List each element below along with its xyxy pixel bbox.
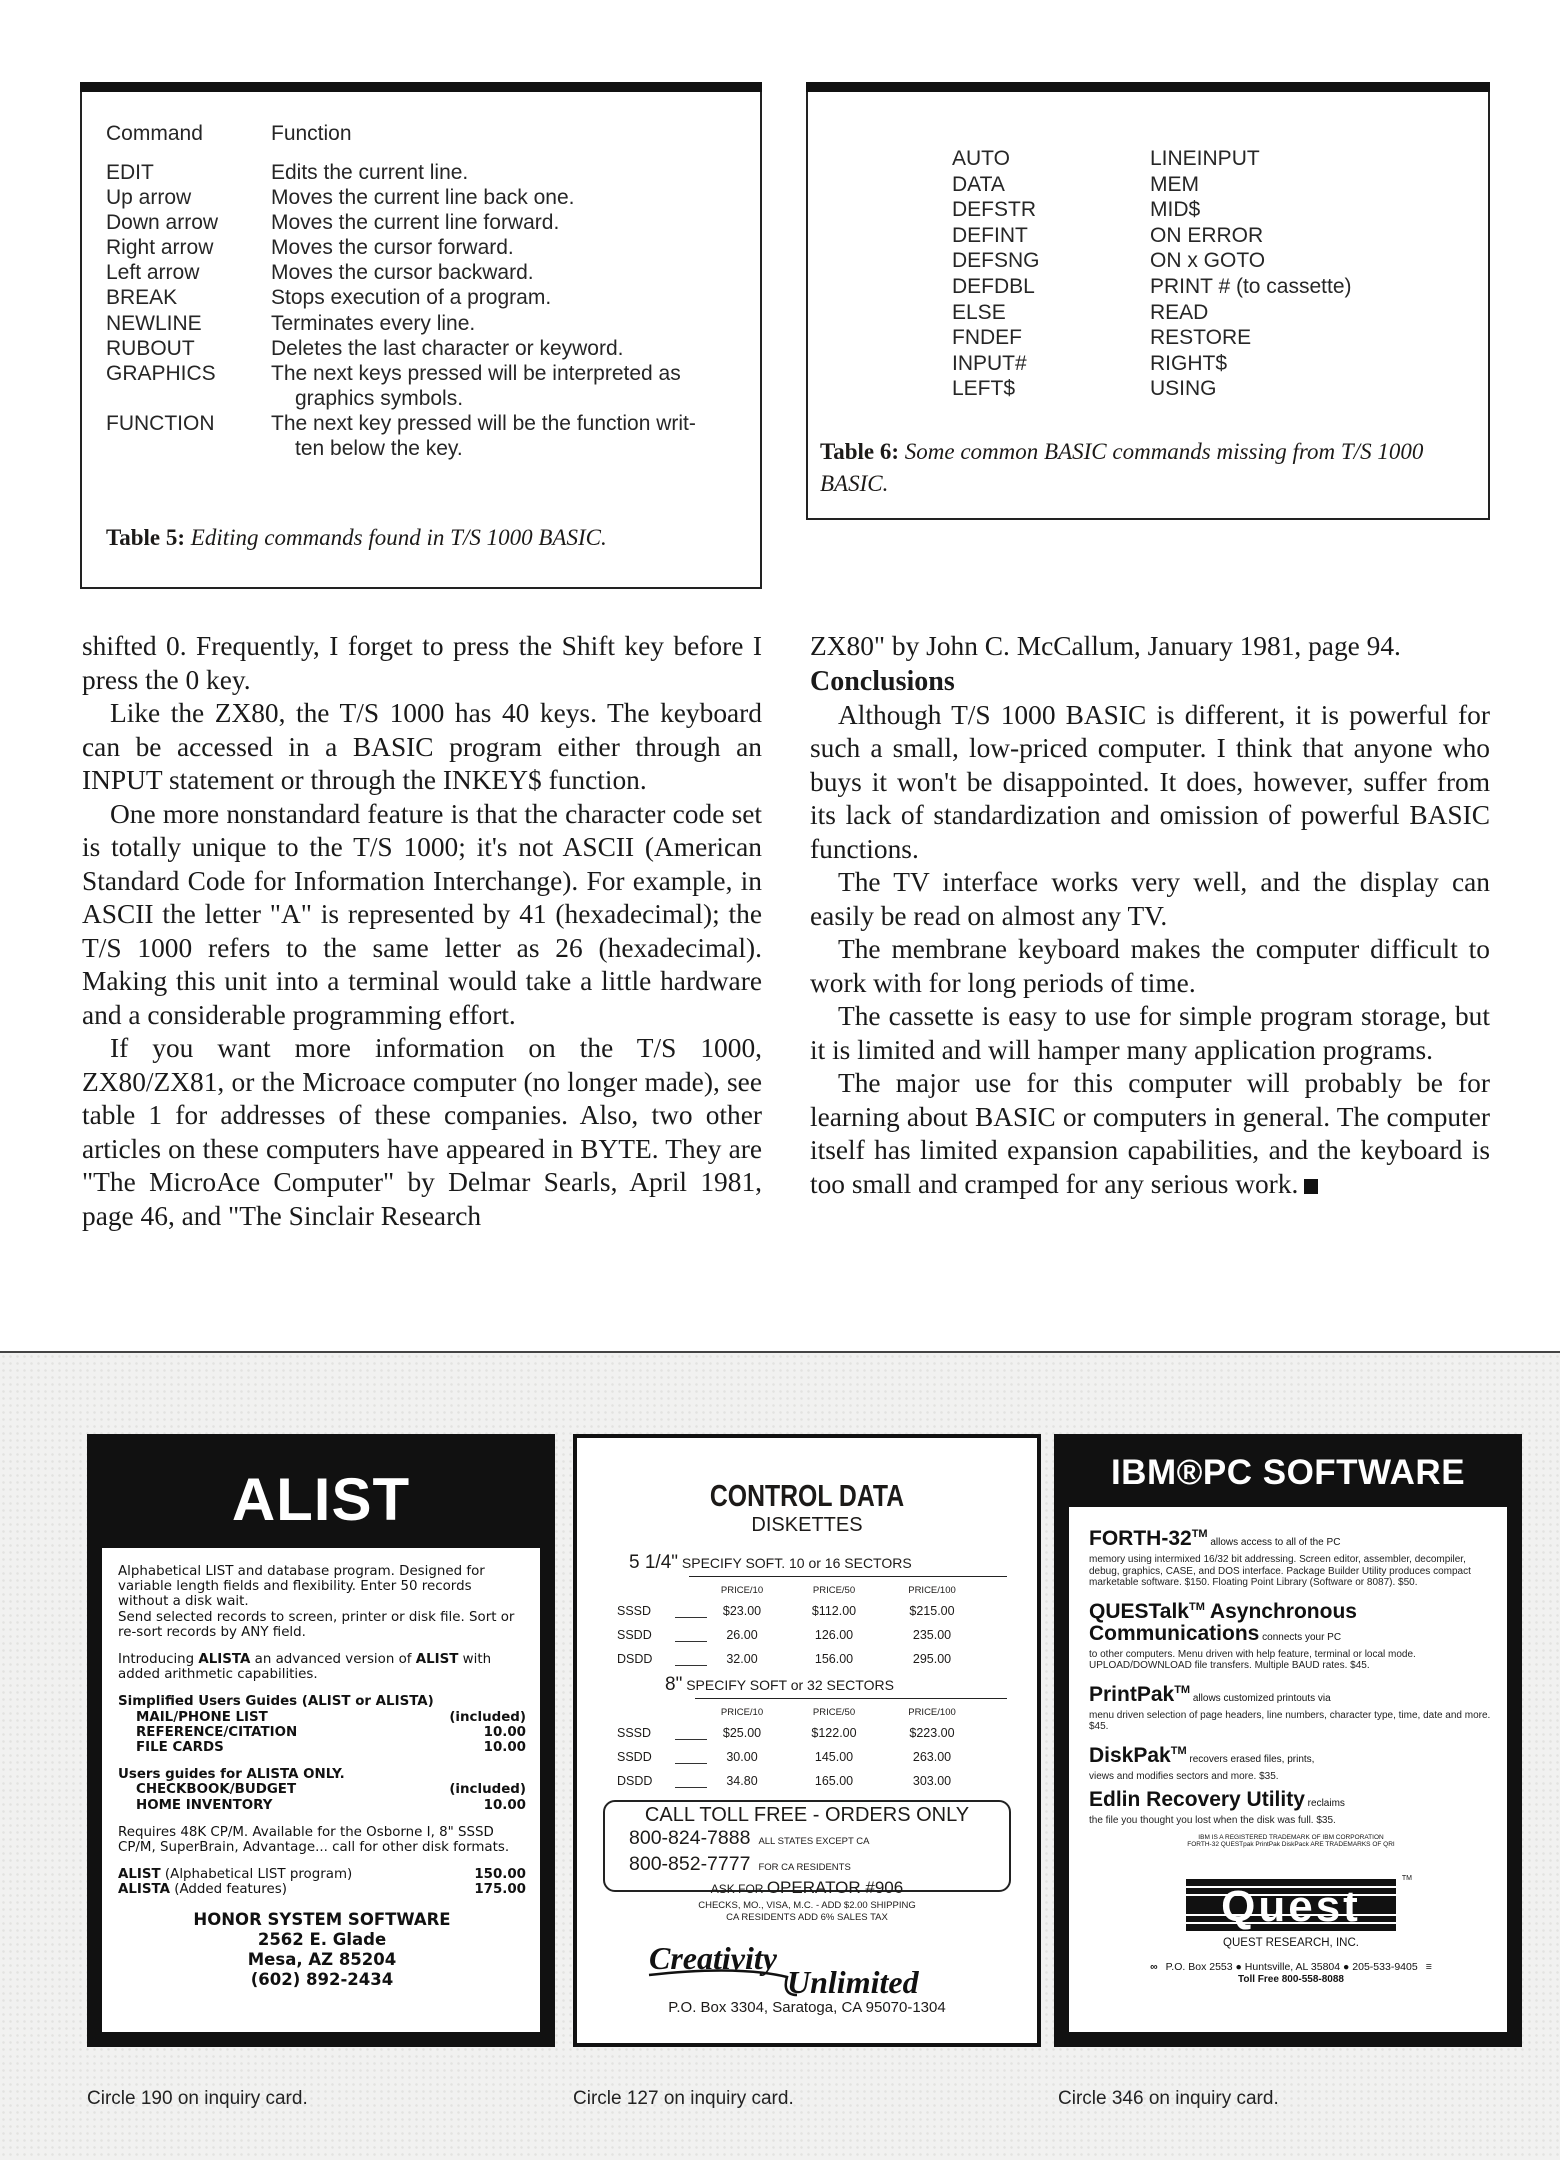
item-price: 10.00 xyxy=(483,1740,526,1756)
function-cell xyxy=(271,411,740,462)
logo-word-1: Creativity xyxy=(649,1940,777,1976)
control-data-ad[interactable] xyxy=(573,1434,1041,2047)
price-50: $112.00 xyxy=(811,1604,857,1618)
price-row xyxy=(118,1882,526,1897)
operator-line xyxy=(605,1879,1009,1898)
product-list xyxy=(1089,1523,1493,1827)
infinity-icon: ∞ xyxy=(1150,1960,1158,1973)
product-description: to other computers. Menu driven with help feature, terminal or local mode. UPLOAD/DOWNLOAD file transfers. Multiple BAUD rates. $45. xyxy=(1089,1648,1416,1671)
item-label: FILE CARDS xyxy=(136,1740,224,1756)
function-text: The next keys pressed will be interpreted as xyxy=(271,362,681,385)
table-5-top-rule xyxy=(80,82,762,92)
price-100: 235.00 xyxy=(912,1628,952,1642)
price-row xyxy=(617,1652,1007,1676)
quest-toll-free: Toll Free 800-558-8088 xyxy=(1238,1973,1344,1985)
caption-label: Table 5: xyxy=(106,525,186,550)
control-data-title: CONTROL DATA xyxy=(709,1478,905,1513)
item-label: MAIL/PHONE LIST xyxy=(136,1709,268,1725)
product-name: PrintPak xyxy=(1089,1682,1175,1706)
function-text: Moves the cursor backward. xyxy=(271,261,534,284)
alist-ad-body xyxy=(102,1548,540,2032)
quest-logo-graphic xyxy=(1186,1879,1396,1931)
paragraph: Like the ZX80, the T/S 1000 has 40 keys. The keyboard can be accessed in a BASIC program either through an INPUT statement or through the INKEY$ function. xyxy=(82,698,762,795)
command-cell: Down arrow xyxy=(106,211,219,234)
alista-only-list xyxy=(118,1782,526,1812)
company-line: Mesa, AZ 85204 xyxy=(247,1949,397,1969)
table-6-item: DEFINT xyxy=(952,223,1028,247)
table-6-column-1 xyxy=(952,146,1040,402)
function-text: Moves the current line back one. xyxy=(271,186,575,209)
disk-type: DSDD xyxy=(617,1652,653,1666)
trademark-note xyxy=(1089,1834,1493,1849)
phone-line-1[interactable] xyxy=(605,1827,1009,1853)
list-item xyxy=(118,1725,526,1740)
spec-text: SPECIFY SOFT. 10 or 16 SECTORS xyxy=(681,1555,912,1571)
checks-note xyxy=(577,1900,1037,1924)
checks-line: CHECKS, MO., VISA, M.C. - ADD $2.00 SHIPPING xyxy=(698,1900,916,1911)
function-cell xyxy=(271,361,740,412)
logo-tm: TM xyxy=(1401,1874,1412,1882)
product-name-line xyxy=(1089,1523,1493,1554)
function-cell xyxy=(271,311,740,336)
price-10: 34.80 xyxy=(726,1774,758,1788)
table-6-item: DEFSNG xyxy=(952,249,1040,273)
function-cell xyxy=(271,260,740,285)
list-item xyxy=(118,1782,526,1797)
product-name: FORTH-32 xyxy=(1089,1527,1192,1550)
price-header-row xyxy=(617,1580,1007,1604)
price-50: 165.00 xyxy=(814,1774,854,1788)
product xyxy=(1089,1523,1493,1589)
product-description: the file you thought you lost when the disk was full. $35. xyxy=(1089,1815,1336,1826)
price-row xyxy=(617,1628,1007,1652)
product-name-line xyxy=(1089,1740,1493,1771)
product-inline-desc: allows customized printouts via xyxy=(1190,1692,1331,1704)
quest-address xyxy=(1089,1961,1493,1973)
toll-free-label: CALL TOLL FREE - ORDERS ONLY xyxy=(644,1804,970,1826)
fill-rule xyxy=(675,1739,707,1740)
quest-logo xyxy=(1186,1874,1412,1931)
caption-label: Table 6: xyxy=(820,439,900,464)
price-100: 303.00 xyxy=(912,1774,952,1788)
trademark-mark: TM xyxy=(1191,1528,1208,1540)
control-data-circle-note: Circle 127 on inquiry card. xyxy=(573,2088,794,2109)
paragraph: The TV interface works very well, and the display can easily be read on almost any TV. xyxy=(810,867,1490,931)
price-100: $223.00 xyxy=(909,1726,955,1740)
product-name: DiskPak xyxy=(1089,1743,1171,1767)
section-heading: Conclusions xyxy=(810,665,955,697)
price-header: PRICE/10 xyxy=(720,1585,764,1596)
product-description: memory using intermixed 16/32 bit addressing. Screen editor, assembler, decompiler, debug, graphics, CASE, and DOS interface. Package Builder Utility produces compact marketable software. $150. Floating Point Library (Software or 8087). $50. xyxy=(1089,1554,1471,1588)
item-price: (included) xyxy=(449,1709,526,1725)
price-label-group xyxy=(118,1882,287,1897)
table-6-caption xyxy=(820,436,1480,500)
function-text: Deletes the last character or keyword. xyxy=(271,337,624,360)
alist-company xyxy=(118,1910,526,1990)
item-price: (included) xyxy=(449,1782,526,1798)
ibm-circle-note: Circle 346 on inquiry card. xyxy=(1058,2088,1279,2109)
price-50: 156.00 xyxy=(814,1652,854,1666)
table-6-item: READ xyxy=(1150,300,1209,324)
product-inline-desc: connects your PC xyxy=(1259,1631,1342,1643)
ibm-ad-body xyxy=(1069,1507,1507,2032)
phone-note: ALL STATES EXCEPT CA xyxy=(758,1836,870,1847)
phone-line-2[interactable] xyxy=(605,1853,1009,1879)
command-cell: NEWLINE xyxy=(106,312,202,335)
command-cell: EDIT xyxy=(106,161,154,184)
product-description: menu driven selection of page headers, line numbers, character type, time, date and more. $45. xyxy=(1089,1709,1491,1732)
function-text: Edits the current line. xyxy=(271,161,469,184)
guides-title: Simplified Users Guides (ALIST or ALISTA) xyxy=(118,1694,434,1710)
function-text: Moves the current line forward. xyxy=(271,211,560,234)
function-text: Terminates every line. xyxy=(271,312,476,335)
caption-text: Editing commands found in T/S 1000 BASIC. xyxy=(190,525,607,550)
table-6-column-2 xyxy=(1150,146,1352,402)
function-text-continued: ten below the key. xyxy=(295,437,463,461)
price-50: $122.00 xyxy=(811,1726,857,1740)
fill-rule xyxy=(675,1617,707,1618)
trademark-mark: TM xyxy=(1188,1600,1205,1613)
disk-type: SSSD xyxy=(617,1604,652,1618)
function-text: The next key pressed will be the function writ- xyxy=(271,412,696,435)
trademark-mark: TM xyxy=(1174,1683,1191,1696)
text: an advanced version of xyxy=(250,1652,416,1668)
fill-rule xyxy=(675,1665,707,1666)
trademark-mark: TM xyxy=(1170,1744,1187,1757)
company-line: 2562 E. Glade xyxy=(257,1929,387,1949)
product-inline-desc: recovers erased files, prints, xyxy=(1186,1753,1315,1765)
spec-size: 5 1/4" xyxy=(629,1552,679,1573)
item-label: CHECKBOOK/BUDGET xyxy=(136,1782,297,1798)
product-name-line xyxy=(1089,1679,1493,1710)
equals-icon: ≡ xyxy=(1425,1960,1432,1973)
table-6 xyxy=(806,82,1490,520)
caption-text: Some common BASIC commands missing from T/S 1000 BASIC. xyxy=(820,439,1424,496)
function-cell xyxy=(271,336,740,361)
quest-company: QUEST RESEARCH, INC. xyxy=(1223,1936,1359,1949)
table-6-item: INPUT# xyxy=(952,351,1027,375)
spec-5-inch xyxy=(629,1552,1007,1574)
command-cell: BREAK xyxy=(106,286,178,309)
disk-type: DSDD xyxy=(617,1774,653,1788)
table-6-item: FNDEF xyxy=(952,326,1022,350)
price-value: 175.00 xyxy=(474,1882,526,1898)
spec-underline xyxy=(689,1576,1007,1578)
price-50: 126.00 xyxy=(814,1628,854,1642)
company-line: HONOR SYSTEM SOFTWARE xyxy=(193,1909,451,1929)
disk-type: SSDD xyxy=(617,1750,652,1764)
text-bold: ALISTA xyxy=(198,1652,251,1668)
product-name: QUESTalk xyxy=(1089,1599,1189,1623)
guides-block xyxy=(118,1694,526,1755)
alista-only-title: Users guides for ALISTA ONLY. xyxy=(118,1767,345,1783)
header-command: Command xyxy=(106,122,203,145)
function-cell xyxy=(271,160,740,185)
price-label-group xyxy=(118,1867,352,1882)
price-10: $25.00 xyxy=(722,1726,762,1740)
alist-intro xyxy=(118,1564,526,1640)
product xyxy=(1089,1596,1493,1672)
price-header: PRICE/10 xyxy=(720,1707,764,1718)
paragraph: The cassette is easy to use for simple program storage, but it is limited and will hamper many application programs. xyxy=(810,1001,1490,1065)
alist-logo: ALIST xyxy=(231,1466,411,1533)
product-description: views and modifies sectors and more. $35. xyxy=(1089,1770,1279,1782)
paragraph: Although T/S 1000 BASIC is different, it is powerful for such a small, low-priced computer. I think that anyone who buys it won't be disappointed. It does, however, suffer from its lack of standardization and omission of powerful BASIC functions. xyxy=(810,699,1490,864)
price-header: PRICE/100 xyxy=(908,1585,956,1596)
table-6-item: MID$ xyxy=(1150,198,1201,222)
alista-only-block xyxy=(118,1767,526,1813)
operator-prefix: ASK FOR xyxy=(710,1882,767,1896)
alista-intro xyxy=(118,1652,526,1682)
price-100: 295.00 xyxy=(912,1652,952,1666)
price-header: PRICE/100 xyxy=(908,1707,956,1718)
table-6-item: RESTORE xyxy=(1150,326,1252,350)
price-10: 30.00 xyxy=(726,1750,758,1764)
price-desc: (Added features) xyxy=(169,1882,287,1898)
price-label: ALIST xyxy=(118,1867,161,1883)
spec-size: 8" xyxy=(665,1674,683,1695)
product-name-line xyxy=(1089,1596,1493,1649)
address-text: P.O. Box 2553 ● Huntsville, AL 35804 ● 205-533-9405 xyxy=(1165,1960,1418,1973)
product-inline-desc: allows access to all of the PC xyxy=(1207,1537,1341,1548)
disk-type: SSSD xyxy=(617,1726,652,1740)
product xyxy=(1089,1740,1493,1783)
creativity-unlimited-logo xyxy=(637,1935,957,2005)
price-value: 150.00 xyxy=(474,1867,526,1883)
fill-rule xyxy=(675,1641,707,1642)
tax-line: CA RESIDENTS ADD 6% SALES TAX xyxy=(726,1912,888,1923)
text-bold: ALIST xyxy=(415,1652,459,1668)
paragraph: The membrane keyboard makes the computer difficult to work with for long periods of time. xyxy=(810,934,1490,998)
product xyxy=(1089,1679,1493,1733)
trademark-line: IBM IS A REGISTERED TRADEMARK OF IBM CORPORATION xyxy=(1198,1833,1384,1841)
article-right-column xyxy=(810,630,1490,1201)
logo-word-2: Unlimited xyxy=(787,1964,919,2000)
price-10: 32.00 xyxy=(726,1652,758,1666)
trademark-line: FORTH-32 QUESTpak PrintPak DiskPack ARE TRADEMARKS OF QRI xyxy=(1187,1841,1395,1848)
table-6-item: LEFT$ xyxy=(952,377,1016,401)
price-table-5-inch xyxy=(617,1580,1007,1676)
product-name: Edlin Recovery Utility xyxy=(1089,1788,1305,1811)
table-6-item: DEFDBL xyxy=(952,274,1035,298)
phone-number: 800-824-7888 xyxy=(629,1827,751,1849)
end-mark-icon xyxy=(1304,1179,1318,1194)
spec-underline xyxy=(695,1698,1007,1700)
spec-8-inch xyxy=(665,1674,1007,1696)
price-table-8-inch xyxy=(617,1702,1007,1798)
ibm-pc-software-ad[interactable] xyxy=(1054,1434,1522,2047)
price-row xyxy=(118,1867,526,1882)
price-desc: (Alphabetical LIST program) xyxy=(160,1867,353,1883)
fill-rule xyxy=(675,1787,707,1788)
function-cell xyxy=(271,235,740,260)
product-inline-desc: reclaims xyxy=(1304,1798,1345,1809)
price-10: 26.00 xyxy=(726,1628,758,1642)
function-cell xyxy=(271,210,740,235)
spec-text: SPECIFY SOFT or 32 SECTORS xyxy=(686,1677,894,1693)
command-cell: Left arrow xyxy=(106,261,200,284)
alist-circle-note: Circle 190 on inquiry card. xyxy=(87,2088,308,2109)
company-line: (602) 892-2434 xyxy=(250,1969,394,1989)
table-6-item: ON ERROR xyxy=(1150,223,1264,247)
paragraph: If you want more information on the T/S 1000, ZX80/ZX81, or the Microace computer (no longer made), see table 1 for addresses of these companies. Also, two other articles on these computers have appeared in BYTE. They are "The MicroAce Computer" by Delmar Searls, April 1981, page 46, and "The Sinclair Research xyxy=(82,1033,762,1231)
guides-list xyxy=(118,1710,526,1756)
table-5 xyxy=(80,82,762,589)
table-6-item: ON x GOTO xyxy=(1150,249,1266,273)
price-label: ALISTA xyxy=(118,1882,170,1898)
control-data-subtitle: DISKETTES xyxy=(751,1514,863,1536)
product xyxy=(1089,1789,1493,1827)
table-6-item: MEM xyxy=(1150,172,1199,196)
table-6-item: USING xyxy=(1150,377,1217,401)
price-header-row xyxy=(617,1702,1007,1726)
table-6-item: LINEINPUT xyxy=(1150,147,1260,170)
table-6-item: DEFSTR xyxy=(952,198,1036,222)
requires-text: Requires 48K CP/M. Available for the Osborne I, 8" SSSD CP/M, SuperBrain, Advantage... call for other disk formats. xyxy=(118,1824,510,1856)
operator-number: OPERATOR #906 xyxy=(766,1878,904,1897)
product-name-line xyxy=(1089,1789,1493,1815)
price-50: 145.00 xyxy=(814,1750,854,1764)
table-5-caption xyxy=(106,522,607,554)
command-cell: Right arrow xyxy=(106,236,214,259)
paragraph xyxy=(810,1067,1490,1201)
price-header: PRICE/50 xyxy=(812,1585,856,1596)
table-6-item: RIGHT$ xyxy=(1150,351,1228,375)
paragraph: ZX80" by John C. McCallum, January 1981, page 94. xyxy=(810,631,1401,661)
intro-text: Alphabetical LIST and database program. Designed for variable length fields and flexibility. Enter 50 records without a disk wait. xyxy=(118,1564,485,1610)
table-6-item: DATA xyxy=(952,172,1005,196)
price-100: 263.00 xyxy=(912,1750,952,1764)
price-row xyxy=(617,1750,1007,1774)
paragraph-text: The major use for this computer will probably be for learning about BASIC or computers in general. The computer itself has limited expansion capabilities, and the keyboard is too small and cramped for any serious work. xyxy=(810,1068,1490,1199)
alist-ad[interactable] xyxy=(87,1434,555,2047)
list-item xyxy=(118,1740,526,1755)
item-price: 10.00 xyxy=(483,1797,526,1813)
header-function: Function xyxy=(271,122,352,145)
article-left-column xyxy=(82,630,762,1233)
list-item xyxy=(118,1710,526,1725)
price-list xyxy=(118,1867,526,1897)
ibm-ad-title: IBM®PC SOFTWARE xyxy=(1110,1453,1466,1492)
price-header: PRICE/50 xyxy=(812,1707,856,1718)
text: Introducing xyxy=(118,1652,199,1668)
item-price: 10.00 xyxy=(483,1724,526,1740)
control-data-address: P.O. Box 3304, Saratoga, CA 95070-1304 xyxy=(668,1999,946,2016)
paragraph: One more nonstandard feature is that the character code set is totally unique to the T/S 1000; it's not ASCII (American Standard Code for Information Interchange). For example, in ASCII the letter "A" is represented by 41 (hexadecimal); the T/S 1000 refers to the same letter as 26 (hexadecimal). Making this unit into a terminal would take a little hardware and a considerable programming effort. xyxy=(82,798,762,1030)
price-row xyxy=(617,1726,1007,1750)
phone-note: FOR CA RESIDENTS xyxy=(758,1862,851,1873)
command-cell: FUNCTION xyxy=(106,412,215,435)
function-text-continued: graphics symbols. xyxy=(295,387,464,411)
command-cell: GRAPHICS xyxy=(106,362,216,385)
function-text: Moves the cursor forward. xyxy=(271,236,514,259)
table-6-item: PRINT # (to cassette) xyxy=(1150,274,1352,298)
price-100: $215.00 xyxy=(909,1604,955,1618)
text: with added arithmetic capabilities. xyxy=(118,1652,492,1683)
price-row xyxy=(617,1774,1007,1798)
price-row xyxy=(617,1604,1007,1628)
phone-number: 800-852-7777 xyxy=(629,1853,751,1875)
command-cell: Up arrow xyxy=(106,186,192,209)
function-cell xyxy=(271,285,740,310)
toll-free-box xyxy=(603,1800,1011,1897)
paragraph: shifted 0. Frequently, I forget to press the Shift key before I press the 0 key. xyxy=(82,631,762,695)
product-name-cont: Asynchronous Communications xyxy=(1089,1599,1357,1645)
item-label: REFERENCE/CITATION xyxy=(136,1724,298,1740)
fill-rule xyxy=(675,1763,707,1764)
price-10: $23.00 xyxy=(722,1604,762,1618)
item-label: HOME INVENTORY xyxy=(136,1797,273,1813)
list-item xyxy=(118,1798,526,1813)
table-6-item: ELSE xyxy=(952,300,1006,324)
logo-text: Quest xyxy=(1221,1881,1361,1931)
function-cell xyxy=(271,185,740,210)
table-6-top-rule xyxy=(806,82,1490,92)
intro-text-2: Send selected records to screen, printer or disk file. Sort or re-sort records by ANY field. xyxy=(118,1609,515,1640)
disk-type: SSDD xyxy=(617,1628,652,1642)
command-cell: RUBOUT xyxy=(106,337,195,360)
function-text: Stops execution of a program. xyxy=(271,286,552,309)
table-6-item: AUTO xyxy=(952,147,1010,170)
